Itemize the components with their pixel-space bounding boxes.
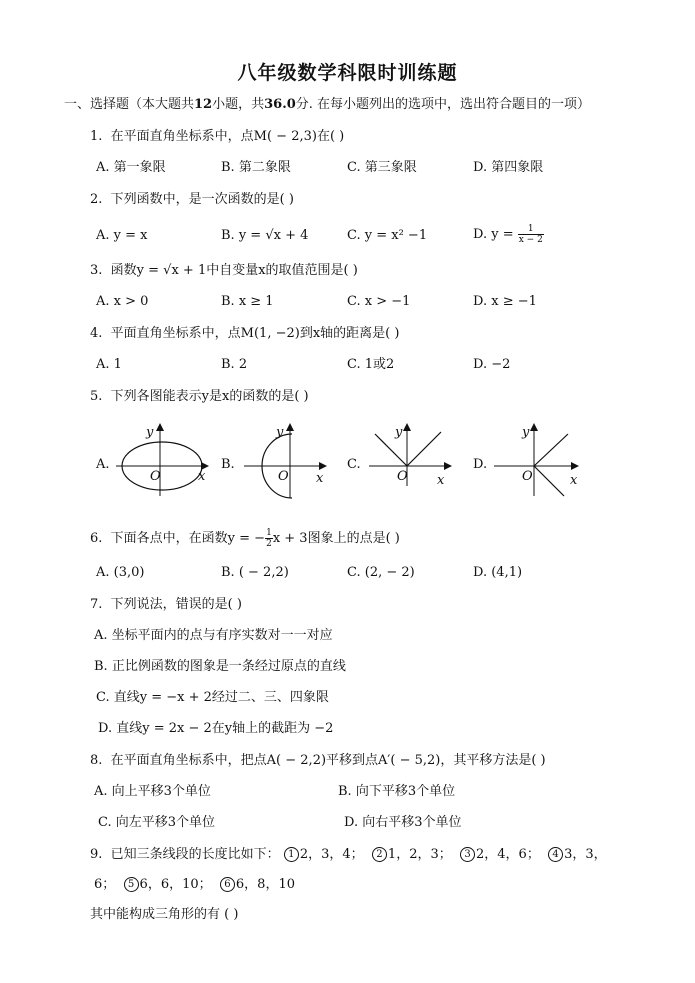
q5d-x-label: x bbox=[570, 473, 578, 488]
question-8: 8. 在平面直角坐标系中，把点A( − 2,2)平移到点A′( − 5,2)，其平移方法是( ) bbox=[90, 753, 546, 768]
question-3: 3. 函数y = √x + 1中自变量x的取值范围是( ) bbox=[90, 263, 358, 278]
q8-option-b: B. 向下平移3个单位 bbox=[338, 784, 456, 799]
circled-number: 1 bbox=[284, 847, 299, 862]
question-9-line-2: 6； 5 6，6，10； 6 6，8，10 bbox=[94, 877, 295, 892]
q5-option-b: B. bbox=[221, 457, 235, 472]
q5c-origin: O bbox=[397, 469, 408, 484]
q4-option-c: C. 1或2 bbox=[347, 357, 395, 372]
question-9: 9. 已知三条线段的长度比如下： 1 2，3，4； 2 1，2，3； 3 2，4，6； 4 3，3， bbox=[90, 847, 607, 862]
q6-fraction: $\frac{1}{2}$ bbox=[266, 528, 272, 549]
circled-number: 4 bbox=[548, 847, 563, 862]
question-9-prompt: 其中能构成三角形的有 ( ) bbox=[90, 907, 239, 922]
q3-option-d: D. x ≥ −1 bbox=[473, 294, 537, 309]
question-7: 7. 下列说法，错误的是( ) bbox=[90, 597, 242, 612]
q5c-x-label: x bbox=[437, 473, 445, 488]
q5-graph-a bbox=[112, 420, 212, 500]
q7-option-d: D. 直线y = 2x − 2在y轴上的截距为 −2 bbox=[98, 721, 334, 736]
q2-option-a: A. y = x bbox=[96, 228, 148, 243]
q6-option-c: C. (2, − 2) bbox=[347, 565, 415, 580]
q5-option-a: A. bbox=[96, 457, 110, 472]
q3-option-a: A. x > 0 bbox=[96, 294, 149, 309]
q2-option-d: D. y = $\frac{1}{x - 2}$ bbox=[473, 224, 543, 245]
q1-option-a: A. 第一象限 bbox=[96, 160, 166, 175]
q5b-x-label: x bbox=[316, 471, 324, 486]
circled-number: 2 bbox=[372, 847, 387, 862]
q3-option-c: C. x > −1 bbox=[347, 294, 411, 309]
q5b-y-label: y bbox=[276, 425, 284, 440]
q5-option-d: D. bbox=[473, 457, 488, 472]
q2-fraction: $\frac{1}{x - 2}$ bbox=[518, 224, 543, 245]
circled-number: 5 bbox=[124, 877, 139, 892]
section-heading: 一、选择题（本大题共12小题，共36.0分. 在每小题列出的选项中，选出符合题目的一项） bbox=[64, 97, 591, 112]
q5-graph-c bbox=[365, 420, 455, 490]
q5b-origin: O bbox=[278, 469, 289, 484]
q5d-y-label: y bbox=[522, 425, 530, 440]
q4-option-d: D. −2 bbox=[473, 357, 511, 372]
q8-option-d: D. 向右平移3个单位 bbox=[344, 815, 462, 830]
circled-number: 3 bbox=[460, 847, 475, 862]
q5-graph-d bbox=[490, 420, 585, 500]
q4-option-a: A. 1 bbox=[96, 357, 122, 372]
circled-number: 6 bbox=[220, 877, 235, 892]
q5d-origin: O bbox=[522, 469, 533, 484]
q6-option-a: A. (3,0) bbox=[96, 565, 145, 580]
q7-option-c: C. 直线y = −x + 2经过二、三、四象限 bbox=[96, 690, 329, 705]
question-5: 5. 下列各图能表示y是x的函数的是( ) bbox=[90, 389, 309, 404]
q5a-y-label: y bbox=[146, 425, 154, 440]
question-4: 4. 平面直角坐标系中，点M(1, −2)到x轴的距离是( ) bbox=[90, 326, 400, 341]
q1-option-d: D. 第四象限 bbox=[473, 160, 544, 175]
q1-option-b: B. 第二象限 bbox=[221, 160, 291, 175]
q2-option-b: B. y = √x + 4 bbox=[221, 228, 309, 243]
q7-option-a: A. 坐标平面内的点与有序实数对一一对应 bbox=[94, 628, 333, 643]
q6-option-b: B. ( − 2,2) bbox=[221, 565, 289, 580]
q5a-origin: O bbox=[150, 469, 161, 484]
question-6: 6. 下面各点中，在函数y = − $\frac{1}{2}$ x + 3图象上的点是( ) bbox=[90, 528, 400, 549]
q8-option-a: A. 向上平移3个单位 bbox=[94, 784, 211, 799]
question-1: 1. 在平面直角坐标系中，点M( − 2,3)在( ) bbox=[90, 129, 345, 144]
q3-option-b: B. x ≥ 1 bbox=[221, 294, 274, 309]
q8-option-c: C. 向左平移3个单位 bbox=[98, 815, 216, 830]
q7-option-b: B. 正比例函数的图象是一条经过原点的直线 bbox=[94, 659, 346, 674]
q5-graph-b bbox=[240, 420, 330, 500]
q5c-y-label: y bbox=[395, 425, 403, 440]
q5-option-c: C. bbox=[347, 457, 361, 472]
q4-option-b: B. 2 bbox=[221, 357, 248, 372]
q5a-x-label: x bbox=[198, 469, 206, 484]
q2-option-c: C. y = x² −1 bbox=[347, 228, 428, 243]
paper-title: 八年级数学科限时训练题 bbox=[237, 62, 458, 84]
q6-option-d: D. (4,1) bbox=[473, 565, 523, 580]
question-2: 2. 下列函数中，是一次函数的是( ) bbox=[90, 192, 294, 207]
q1-option-c: C. 第三象限 bbox=[347, 160, 417, 175]
